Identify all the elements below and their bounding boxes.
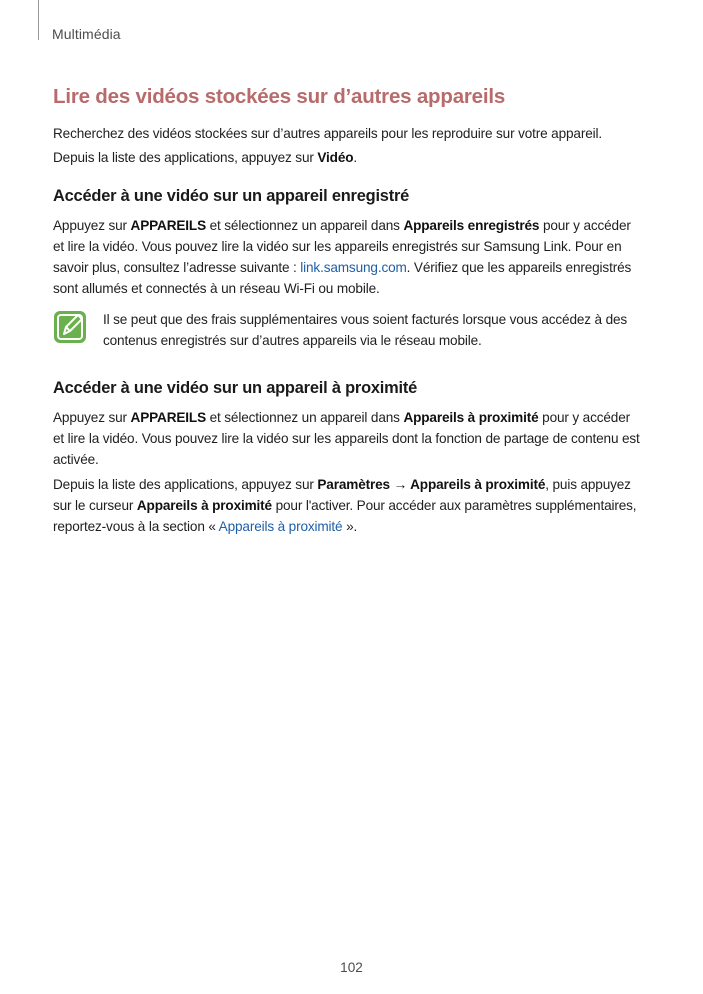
intro-instruction — [53, 147, 643, 168]
nearby-device-paragraph — [53, 407, 643, 470]
registered-device-paragraph — [53, 215, 643, 299]
text-run: pour y accéder et lire la vidéo. Vous pouvez lire la vidéo sur les appareils dont la fonction de partage de contenu est activée. — [53, 410, 640, 467]
nearby-settings-paragraph — [53, 474, 643, 537]
text-run: pour l'activer. Pour accéder aux paramètres supplémentaires, reportez-vous à la section « — [53, 498, 637, 534]
instruction-text: Depuis la liste des applications, appuyez sur — [53, 150, 318, 165]
devices-tab-label: APPAREILS — [130, 410, 206, 425]
text-run: et sélectionnez un appareil dans — [206, 218, 404, 233]
settings-label: Paramètres — [317, 477, 390, 492]
header-divider — [38, 0, 39, 40]
text-run: et sélectionnez un appareil dans — [206, 410, 404, 425]
section-label: Multimédia — [52, 26, 121, 42]
nearby-device-heading: Accéder à une vidéo sur un appareil à proximité — [53, 379, 418, 397]
intro-text: Recherchez des vidéos stockées sur d’autres appareils pour les reproduire sur votre appareil. — [53, 126, 602, 141]
registered-devices-label: Appareils enregistrés — [403, 218, 540, 233]
nearby-devices-section-link[interactable]: Appareils à proximité — [218, 519, 343, 534]
note-pencil-icon — [53, 310, 87, 344]
arrow-separator: → — [389, 477, 411, 492]
page-title: Lire des vidéos stockées sur d’autres appareils — [53, 85, 506, 108]
text-run: ». — [342, 519, 358, 534]
page-content — [53, 84, 643, 537]
instruction-end: . — [353, 150, 358, 165]
text-run: Appuyez sur — [53, 410, 131, 425]
text-run: Appuyez sur — [53, 218, 131, 233]
samsung-link-url[interactable]: link.samsung.com — [300, 260, 407, 275]
note-box — [53, 309, 643, 351]
text-run: pour y accéder et lire la vidéo. Vous pouvez lire la vidéo sur les appareils enregistrés sur Samsung Link. Pour en savoir plus, consultez l’adresse suivante : — [53, 218, 631, 275]
page-number: 102 — [340, 960, 363, 975]
nearby-devices-switch-label: Appareils à proximité — [136, 498, 272, 513]
registered-device-heading: Accéder à une vidéo sur un appareil enregistré — [53, 187, 410, 205]
video-app-label: Vidéo — [317, 150, 354, 165]
nearby-devices-label: Appareils à proximité — [403, 410, 539, 425]
text-run: . Vérifiez que les appareils enregistrés sont allumés et connectés à un réseau Wi-Fi ou mobile. — [53, 260, 632, 296]
text-run: , puis appuyez sur le curseur — [53, 477, 631, 513]
devices-tab-label: APPAREILS — [130, 218, 206, 233]
nearby-devices-menu-label: Appareils à proximité — [410, 477, 546, 492]
text-run: Depuis la liste des applications, appuyez sur — [53, 477, 318, 492]
note-text: Il se peut que des frais supplémentaires vous soient facturés lorsque vous accédez à des contenus enregistrés sur d’autres appareils via le réseau mobile. — [103, 312, 628, 348]
intro-paragraph — [53, 123, 643, 144]
